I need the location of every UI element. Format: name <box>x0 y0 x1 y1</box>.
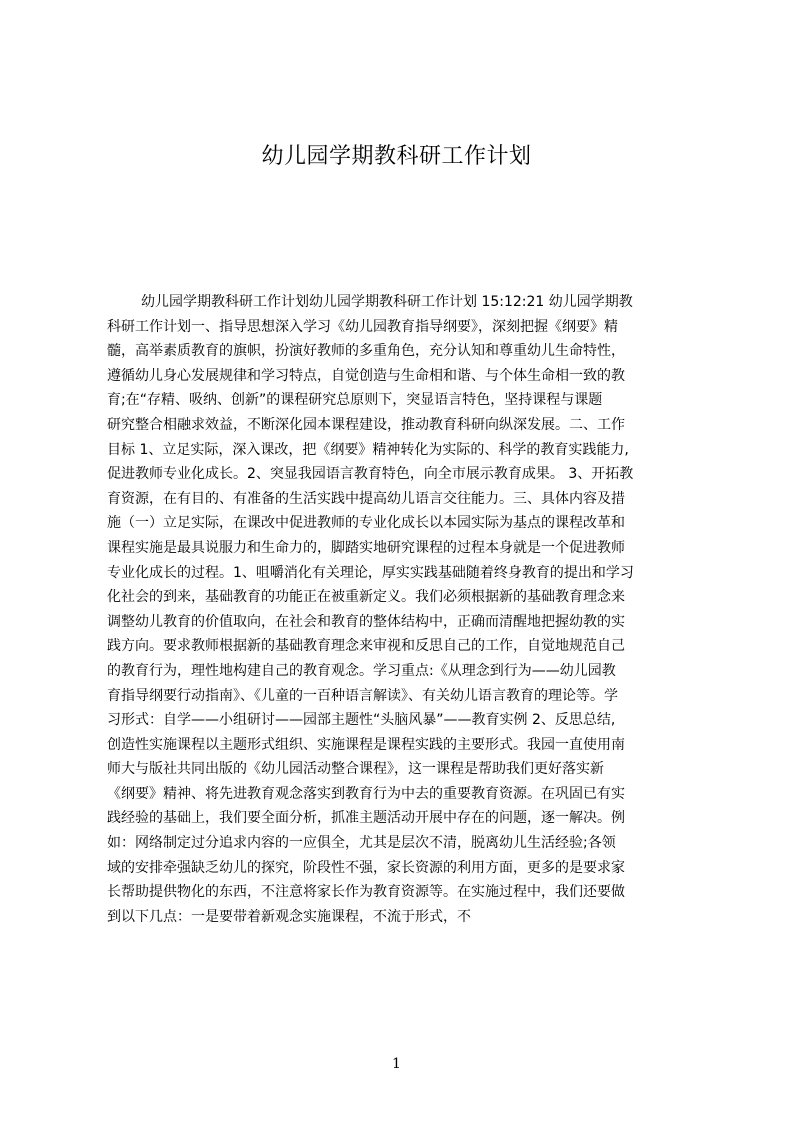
document-body <box>107 290 697 929</box>
body-line: 习形式：自学——小组研讨——园部主题性“头脑风暴”——教育实例 2、反思总结, <box>107 712 616 729</box>
body-line: 《纲要》精神、将先进教育观念落实到教育行为中去的重要教育资源。在巩固已有实 <box>107 785 625 802</box>
body-line: 践经验的基础上，我们要全面分析，抓准主题活动开展中存在的问题，逐一解决。例 <box>107 810 625 827</box>
body-line: 课程实施是最具说服力和生命力的，脚踏实地研究课程的过程本身就是一个促进教师 <box>107 539 625 556</box>
body-line: 遵循幼儿身心发展规律和学习特点，自觉创造与生命相和谐、与个体生命相一致的教 <box>107 367 625 384</box>
body-line: 专业化成长的过程。1、咀嚼消化有关理论，厚实实践基础随着终身教育的提出和学习 <box>107 564 634 581</box>
body-line: 调整幼儿教育的价值取向，在社会和教育的整体结构中，正确而清醒地把握幼教的实 <box>107 613 625 630</box>
body-line: 育指导纲要行动指南》、《儿童的一百种语言解读》、有关幼儿语言教育的理论等。学 <box>107 687 618 704</box>
body-line: 育;在“存精、吸纳、创新”的课程研究总原则下，突显语言特色，坚持课程与课题 <box>107 392 603 409</box>
body-line: 化社会的到来，基础教育的功能正在被重新定义。我们必须根据新的基础教育理念来 <box>107 589 625 606</box>
body-line: 目标 1、立足实际，深入课改，把《纲要》精神转化为实际的、科学的教育实践能力, <box>107 441 629 458</box>
body-line: 的教育行为，理性地构建自己的教育观念。学习重点:《从理念到行为——幼儿园教 <box>107 662 616 679</box>
body-line: 幼儿园学期教科研工作计划幼儿园学期教科研工作计划 15:12:21 幼儿园学期教 <box>141 294 633 310</box>
body-line: 如：网络制定过分追求内容的一应俱全，尤其是层次不清，脱离幼儿生活经验;各领 <box>107 835 616 852</box>
body-line: 践方向。要求教师根据新的基础教育理念来审视和反思自己的工作，自觉地规范自己 <box>107 638 625 655</box>
body-line: 长帮助提供物化的东西，不注意将家长作为教育资源等。在实施过程中，我们还要做 <box>107 884 625 901</box>
body-line: 师大与版社共同出版的《幼儿园活动整合课程》，这一课程是帮助我们更好落实新 <box>107 761 604 778</box>
page-number: 1 <box>392 1056 401 1072</box>
body-line: 域的安排牵强缺乏幼儿的探究，阶段性不强，家长资源的利用方面，更多的是要求家 <box>107 859 625 876</box>
body-line: 促进教师专业化成长。2、突显我园语言教育特色，向全市展示教育成果。 3、开拓教 <box>107 466 634 483</box>
body-line: 育资源，在有目的、有准备的生活实践中提高幼儿语言交往能力。三、具体内容及措 <box>107 490 625 507</box>
body-line: 到以下几点：一是要带着新观念实施课程，不流于形式，不 <box>107 908 471 925</box>
body-line: 髓，高举素质教育的旗帜，扮演好教师的多重角色，充分认知和尊重幼儿生命特性， <box>107 343 625 360</box>
body-line: 科研工作计划一、指导思想深入学习《幼儿园教育指导纲要》，深刻把握《纲要》精 <box>107 318 618 335</box>
body-line: 创造性实施课程以主题形式组织、实施课程是课程实践的主要形式。我园一直使用南 <box>107 736 625 753</box>
body-line: 施（一）立足实际，在课改中促进教师的专业化成长以本园实际为基点的课程改革和 <box>107 515 625 532</box>
document-title: 幼儿园学期教科研工作计划 <box>261 144 532 169</box>
body-line: 研究整合相融求效益，不断深化园本课程建设，推动教育科研向纵深发展。二、工作 <box>107 416 625 433</box>
